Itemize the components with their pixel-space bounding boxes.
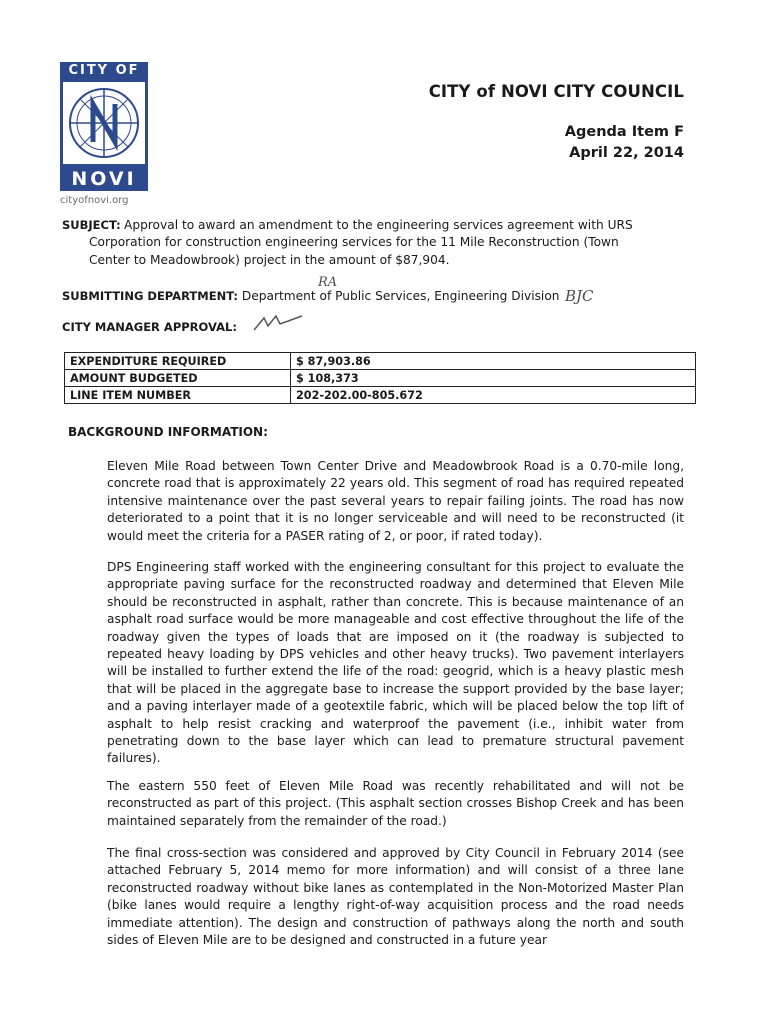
subject-line-3: Center to Meadowbrook) project in the amount of $87,904.	[89, 252, 450, 267]
council-title: CITY of NOVI CITY COUNCIL	[428, 82, 684, 101]
subject-block	[62, 217, 690, 269]
background-paragraph-2: DPS Engineering staff worked with the engineering consultant for this project to evaluate the appropriate paving surface for the reconstructed roadway and determined that Eleven Mile should be reconstructed in asphalt, rather than concrete. This is because maintenance of an asphalt road surface would be more manageable and cost effective throughout the life of the roadway given the types of loads that are imposed on it (the roadway is subjected to repeated heavy loading by DPS vehicles and other heavy trucks). Two pavement interlayers will be installed to further extend the life of the road: geogrid, which is a heavy plastic mesh that will be placed in the aggregate base to increase the support provided by the base layer; and a paving interlayer made of a geotextile fabric, which will be placed below the top lift of asphalt to help resist cracking and waterproof the pavement (i.e., inhibit water from penetrating down to the base layer which can lead to premature structural pavement failures).	[107, 560, 684, 766]
table-cell-value: $ 87,903.86	[291, 353, 696, 370]
subject-label: SUBJECT:	[62, 218, 121, 232]
logo-emblem	[60, 79, 148, 167]
table-cell-label: EXPENDITURE REQUIRED	[65, 353, 291, 370]
table-row	[65, 370, 696, 387]
table-cell-value: 202-202.00-805.672	[291, 387, 696, 404]
initials-signature: BJC	[565, 287, 594, 305]
manager-signature	[250, 312, 306, 334]
subject-line-1: Approval to award an amendment to the engineering services agreement with URS	[124, 218, 633, 232]
background-paragraph-3: The eastern 550 feet of Eleven Mile Road was recently rehabilitated and will not be reconstructed as part of this project. (This asphalt section crosses Bishop Creek and has been maintained separately from the remainder of the road.)	[107, 779, 684, 828]
table-row	[65, 387, 696, 404]
subject-line-2: Corporation for construction engineering services for the 11 Mile Reconstruction (Town	[89, 235, 619, 250]
submitting-department	[62, 289, 560, 303]
manager-label: CITY MANAGER APPROVAL:	[62, 320, 237, 334]
department-value: Department of Public Services, Engineering Division	[241, 289, 560, 303]
background-paragraph-4: The final cross-section was considered and approved by City Council in February 2014 (see attached February 5, 2014 memo for more information) and will consist of a three lane reconstructed roadway without bike lanes as contemplated in the Non-Motorized Master Plan (bike lanes would require a lengthy right-of-way acquisition process and the road needs immediate attention). The design and construction of pathways along the north and south sides of Eleven Mile are to be designed and constructed in a future year	[107, 846, 684, 948]
initials-mark: RA	[318, 275, 338, 290]
logo-url: cityofnovi.org	[60, 195, 129, 206]
city-logo	[60, 62, 148, 206]
logo-top-text: CITY OF	[60, 62, 148, 79]
background-heading: BACKGROUND INFORMATION:	[68, 425, 268, 439]
table-row	[65, 353, 696, 370]
expenditure-table	[64, 352, 696, 404]
agenda-date: April 22, 2014	[569, 145, 684, 161]
department-label: SUBMITTING DEPARTMENT:	[62, 289, 239, 303]
logo-bottom-text: NOVI	[60, 167, 148, 191]
background-paragraph-1: Eleven Mile Road between Town Center Drive and Meadowbrook Road is a 0.70-mile long, concrete road that is approximately 22 years old. This segment of road has required repeated intensive maintenance over the past several years to repair failing joints. The road has now deteriorated to a point that it is no longer serviceable and will need to be reconstructed (it would meet the criteria for a PASER rating of 2, or poor, if rated today).	[107, 459, 684, 543]
table-cell-value: $ 108,373	[291, 370, 696, 387]
table-cell-label: AMOUNT BUDGETED	[65, 370, 291, 387]
compass-n-icon	[63, 82, 145, 164]
table-cell-label: LINE ITEM NUMBER	[65, 387, 291, 404]
agenda-item: Agenda Item F	[564, 124, 684, 140]
city-manager-approval	[62, 320, 237, 334]
